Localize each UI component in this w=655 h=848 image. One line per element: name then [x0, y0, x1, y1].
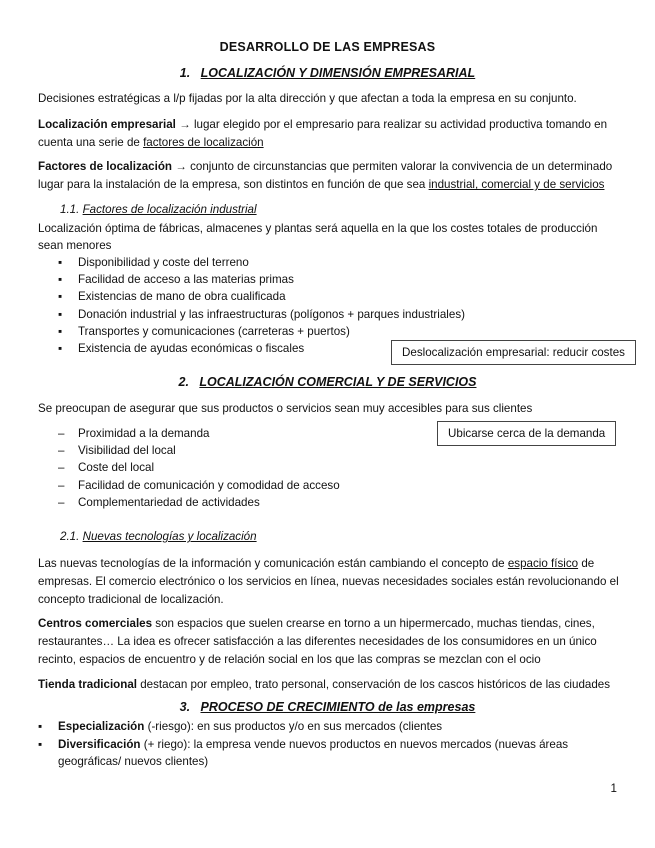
bullet-icon: ▪: [58, 307, 63, 321]
industrial-comercial-servicios-link: industrial, comercial y de servicios: [428, 178, 605, 191]
section-2-title: LOCALIZACIÓN COMERCIAL Y DE SERVICIOS: [199, 375, 477, 389]
tienda-tradicional-term: Tienda tradicional: [38, 678, 137, 691]
new-technologies-paragraph: [38, 555, 623, 609]
industrial-factor-item-text: Facilidad de acceso a las materias primas: [78, 273, 294, 287]
localizacion-empresarial-paragraph: [38, 116, 623, 152]
subsection-2-1-heading: [60, 530, 257, 543]
tienda-tradicional-text: destacan por empleo, trato personal, conservación de los cascos históricos de las ciudades: [137, 678, 611, 691]
industrial-factor-item: [58, 306, 478, 323]
commercial-factor-item: [58, 425, 478, 442]
industrial-intro-paragraph: Localización óptima de fábricas, almacenes y plantas será aquella en la que los costes totales de producción sean menores: [38, 222, 598, 252]
industrial-factor-item: [58, 271, 478, 288]
bullet-icon: ▪: [58, 324, 63, 338]
commercial-factor-item-text: Coste del local: [78, 461, 155, 475]
arrow-icon: →: [175, 160, 187, 173]
page-number: 1: [610, 782, 617, 795]
bullet-icon: ▪: [38, 737, 43, 751]
commercial-factors-list: [58, 425, 478, 511]
bullet-icon: –: [58, 495, 65, 509]
factores-localizacion-paragraph: [38, 158, 623, 194]
new-technologies-text-b: de empresas. El comercio electrónico o los servicios en línea, nuevas necesidades sociales están revolucionando el concepto tradicional de localización.: [38, 557, 619, 606]
bullet-icon: –: [58, 444, 65, 458]
section-3-heading: [0, 700, 655, 714]
section-3-number: 3.: [179, 700, 191, 714]
growth-process-list: [38, 718, 623, 771]
arrow-icon: →: [179, 118, 191, 131]
localizacion-empresarial-term: Localización empresarial: [38, 118, 176, 131]
bullet-icon: –: [58, 478, 65, 492]
industrial-factor-item-text: Existencia de ayudas económicas o fiscales: [78, 341, 305, 355]
growth-item-term: Especialización: [58, 720, 145, 733]
espacio-fisico-link: espacio físico: [507, 557, 579, 570]
subsection-2-1-title: Nuevas tecnologías y localización: [82, 530, 257, 543]
centros-comerciales-term: Centros comerciales: [38, 617, 153, 630]
industrial-factor-item-text: Disponibilidad y coste del terreno: [78, 256, 249, 269]
localizacion-empresarial-text: lugar elegido por el empresario para realizar su actividad productiva tomando en cuenta una serie de: [38, 118, 608, 149]
commercial-factor-item: [58, 477, 478, 494]
commercial-intro-paragraph: Se preocupan de asegurar que sus productos o servicios sean muy accesibles para sus clientes: [38, 402, 533, 415]
document-title: DESARROLLO DE LAS EMPRESAS: [219, 40, 436, 54]
demand-box: Ubicarse cerca de la demanda: [437, 421, 616, 446]
factores-localizacion-text: conjunto de circunstancias que permiten valorar la convivencia de un determinado lugar para la instalación de la empresa, son distintos en función de que sea: [38, 160, 613, 191]
bullet-icon: ▪: [38, 720, 43, 733]
growth-item-text: (+ riego): la empresa vende nuevos productos en nuevos mercados (nuevas áreas geográficas/ nuevos clientes): [58, 737, 569, 768]
centros-comerciales-paragraph: [38, 615, 623, 669]
bullet-icon: ▪: [58, 290, 63, 304]
delocalization-box: Deslocalización empresarial: reducir costes: [391, 340, 636, 365]
factores-localizacion-term: Factores de localización: [38, 160, 173, 173]
section-2-number: 2.: [178, 375, 189, 389]
bullet-icon: ▪: [58, 341, 63, 355]
growth-item: [38, 718, 623, 736]
commercial-factor-item-text: Complementariedad de actividades: [78, 495, 260, 509]
subsection-1-1-heading: [60, 203, 257, 216]
bullet-icon: ▪: [58, 273, 63, 287]
growth-item-term: Diversificación: [58, 737, 141, 751]
bullet-icon: ▪: [58, 256, 63, 269]
tienda-tradicional-paragraph: [38, 676, 623, 694]
section-1-title: LOCALIZACIÓN Y DIMENSIÓN EMPRESARIAL: [200, 66, 476, 80]
commercial-factor-item: [58, 459, 478, 476]
industrial-factor-item-text: Transportes y comunicaciones (carreteras + puertos): [78, 324, 350, 338]
subsection-1-1-number: 1.1.: [60, 203, 80, 216]
section-2-heading: [0, 375, 655, 389]
growth-item: [38, 736, 623, 771]
intro-paragraph: Decisiones estratégicas a l/p fijadas por la alta dirección y que afectan a toda la empresa en su conjunto.: [38, 92, 577, 105]
commercial-factor-item-text: Facilidad de comunicación y comodidad de acceso: [78, 478, 340, 492]
industrial-factor-item: [58, 288, 478, 305]
industrial-factor-item: [58, 254, 478, 271]
factores-localizacion-link: factores de localización: [143, 136, 264, 149]
section-1-heading: [0, 66, 655, 80]
industrial-factor-item-text: Donación industrial y las infraestructuras (polígonos + parques industriales): [78, 307, 465, 321]
industrial-factor-item: [58, 323, 478, 340]
commercial-factor-item: [58, 494, 478, 511]
centros-comerciales-text: son espacios que suelen crearse en torno a un hipermercado, muchas tiendas, cines, restaurantes… La idea es ofrecer satisfacción a las diferentes necesidades de los consumidores en un único recinto, espacios de encuentro y de relación social en los que las compras se mezclan con el ocio: [38, 617, 597, 666]
new-technologies-text-a: Las nuevas tecnologías de la información y comunicación están cambiando el concepto de: [38, 557, 508, 570]
section-3-title: PROCESO DE CRECIMIENTO de las empresas: [200, 700, 476, 714]
section-1-number: 1.: [179, 66, 191, 80]
growth-item-text: (-riesgo): en sus productos y/o en sus mercados (clientes: [144, 720, 443, 733]
subsection-1-1-title: Factores de localización industrial: [82, 203, 257, 216]
bullet-icon: –: [58, 427, 65, 440]
commercial-factor-item-text: Proximidad a la demanda: [78, 427, 210, 440]
commercial-factor-item-text: Visibilidad del local: [78, 444, 176, 458]
commercial-factor-item: [58, 442, 478, 459]
subsection-2-1-number: 2.1.: [60, 530, 80, 543]
bullet-icon: –: [58, 461, 65, 475]
industrial-factor-item-text: Existencias de mano de obra cualificada: [78, 290, 286, 304]
